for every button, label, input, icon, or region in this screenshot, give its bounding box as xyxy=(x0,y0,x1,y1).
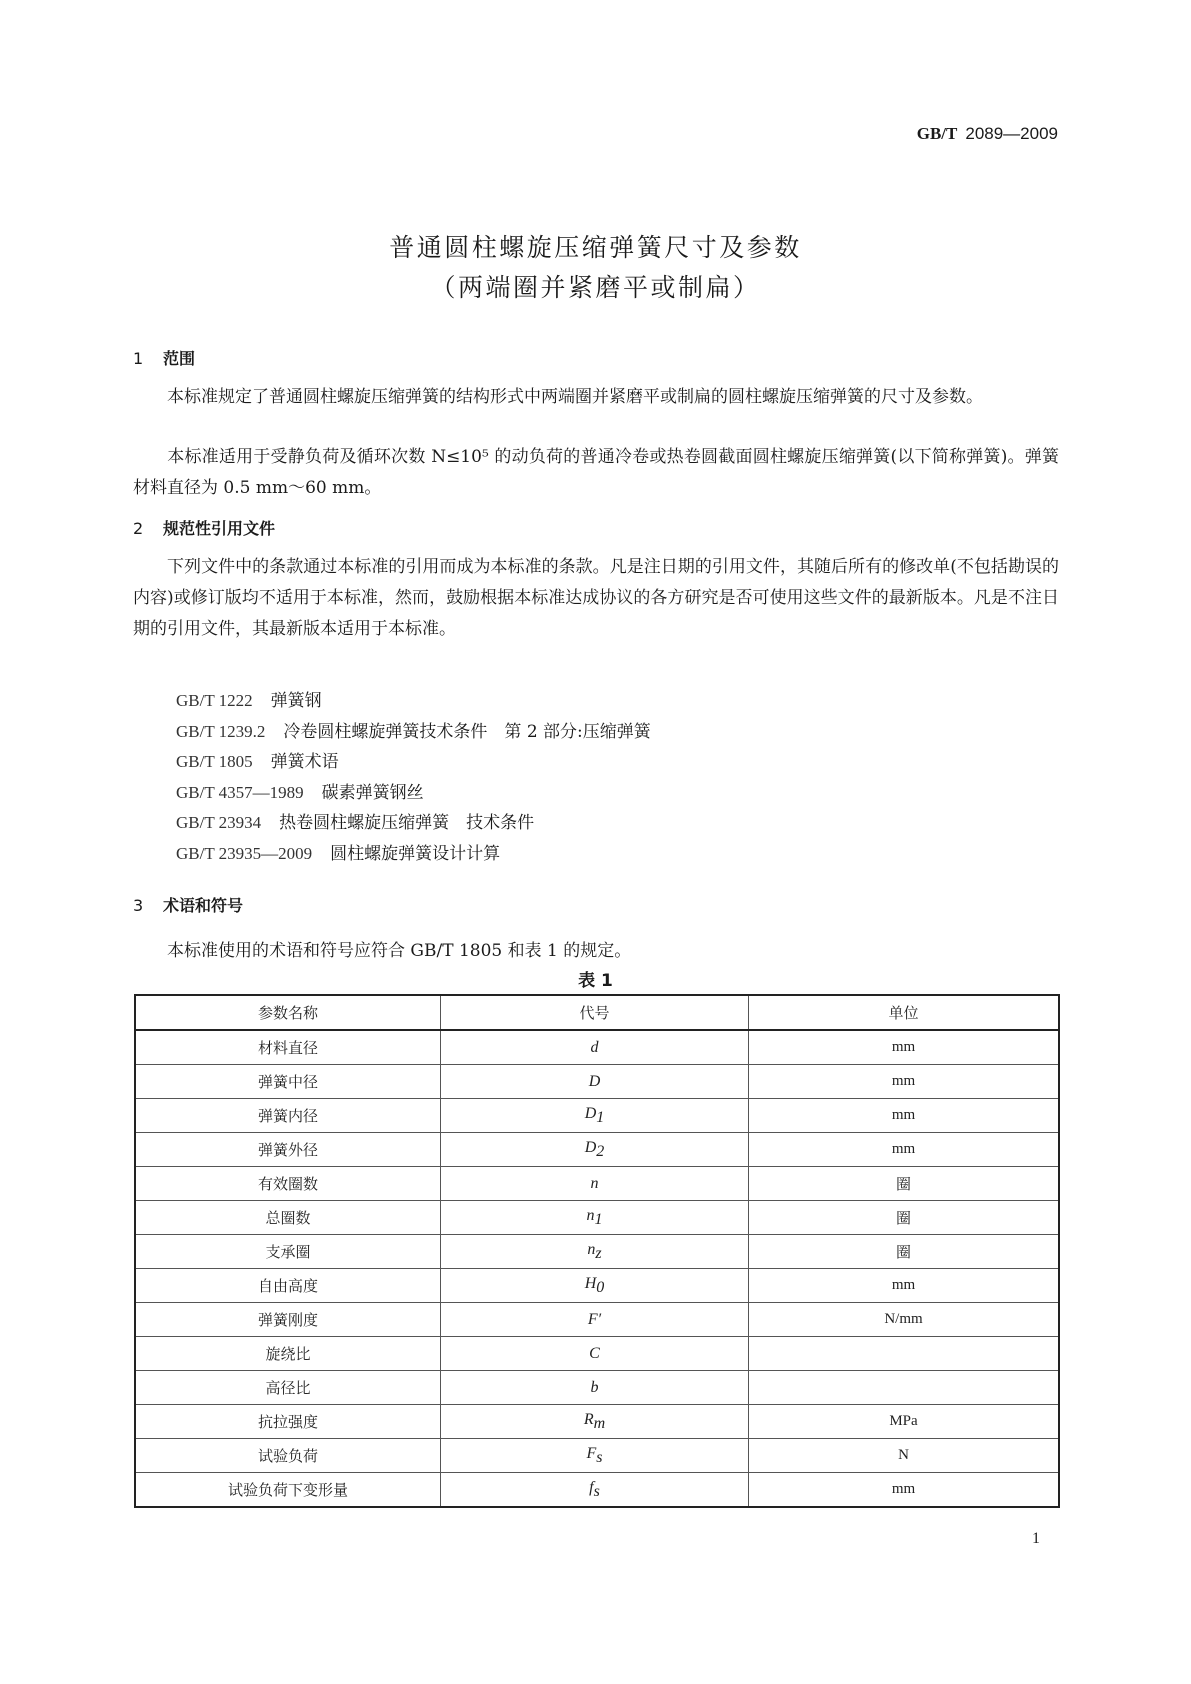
section-1-heading xyxy=(133,346,195,369)
normative-references-list xyxy=(176,686,651,869)
parameter-unit xyxy=(749,1371,1060,1405)
parameter-unit: mm xyxy=(749,1030,1060,1065)
parameter-symbol xyxy=(441,1405,749,1439)
parameter-name: 弹簧内径 xyxy=(135,1099,441,1133)
reference-code: GB/T 23935—2009 xyxy=(176,843,313,863)
section-2-paragraph-1: 下列文件中的条款通过本标准的引用而成为本标准的条款。凡是注日期的引用文件，其随后所有的修改单(不包括勘误的内容)或修订版均不适用于本标准，然而，鼓励根据本标准达成协议的各方研究是否可使用这些文件的最新版本。凡是不注日期的引用文件，其最新版本适用于本标准。 xyxy=(133,557,1059,639)
column-header-unit: 单位 xyxy=(749,995,1060,1030)
parameter-unit: N/mm xyxy=(749,1303,1060,1337)
section-number: 2 xyxy=(133,519,144,538)
symbol-base: n xyxy=(586,1207,595,1224)
parameter-symbol xyxy=(441,1133,749,1167)
symbol-subscript: 2 xyxy=(596,1143,605,1160)
symbols-table xyxy=(134,994,1060,1508)
table-row xyxy=(135,1303,1059,1337)
section-number: 3 xyxy=(133,896,144,915)
parameter-name: 试验负荷 xyxy=(135,1439,441,1473)
table-row xyxy=(135,1030,1059,1065)
symbol-base: n xyxy=(590,1175,599,1192)
section-3-heading xyxy=(133,893,243,916)
symbol-base: D xyxy=(584,1139,597,1156)
parameter-symbol xyxy=(441,1439,749,1473)
parameter-name: 自由高度 xyxy=(135,1269,441,1303)
table-caption: 表 1 xyxy=(578,971,613,991)
table-row xyxy=(135,1337,1059,1371)
table-header-row xyxy=(135,995,1059,1030)
parameter-name: 支承圈 xyxy=(135,1235,441,1269)
parameter-unit: mm xyxy=(749,1133,1060,1167)
table-row xyxy=(135,1133,1059,1167)
section-1-paragraph-1: 本标准规定了普通圆柱螺旋压缩弹簧的结构形式中两端圈并紧磨平或制扁的圆柱螺旋压缩弹簧的尺寸及参数。 xyxy=(167,387,983,407)
parameter-symbol xyxy=(441,1337,749,1371)
reference-item xyxy=(176,747,651,778)
symbol-base: n xyxy=(587,1241,596,1258)
parameter-unit: mm xyxy=(749,1065,1060,1099)
symbol-base: F′ xyxy=(587,1311,602,1328)
parameter-unit: 圈 xyxy=(749,1235,1060,1269)
parameter-unit: mm xyxy=(749,1473,1060,1508)
parameter-symbol xyxy=(441,1269,749,1303)
section-title: 规范性引用文件 xyxy=(163,519,276,538)
title-line-2: （两端圈并紧磨平或制扁） xyxy=(430,273,761,302)
table-row xyxy=(135,1201,1059,1235)
parameter-symbol xyxy=(441,1371,749,1405)
reference-title: 弹簧术语 xyxy=(270,752,339,772)
parameter-name: 材料直径 xyxy=(135,1030,441,1065)
reference-item xyxy=(176,686,651,717)
section-1-paragraph-2: 本标准适用于受静负荷及循环次数 N≤10⁵ 的动负荷的普通冷卷或热卷圆截面圆柱螺旋压缩弹簧(以下简称弹簧)。弹簧材料直径为 0.5 mm～60 mm。 xyxy=(133,447,1059,498)
table-row xyxy=(135,1405,1059,1439)
symbol-base: D xyxy=(588,1073,601,1090)
parameter-unit: 圈 xyxy=(749,1167,1060,1201)
symbol-base: f xyxy=(589,1479,594,1496)
parameter-symbol xyxy=(441,1303,749,1337)
symbol-base: b xyxy=(590,1379,599,1396)
parameter-unit: mm xyxy=(749,1269,1060,1303)
symbol-subscript: s xyxy=(593,1483,600,1500)
parameter-name: 试验负荷下变形量 xyxy=(135,1473,441,1508)
parameter-unit: MPa xyxy=(749,1405,1060,1439)
table-row xyxy=(135,1371,1059,1405)
parameter-name: 高径比 xyxy=(135,1371,441,1405)
symbol-subscript: 0 xyxy=(596,1279,605,1296)
table-row xyxy=(135,1235,1059,1269)
document-title xyxy=(0,228,1191,308)
column-header-name: 参数名称 xyxy=(135,995,441,1030)
standard-number: 2089—2009 xyxy=(965,124,1058,143)
standard-prefix: GB/T xyxy=(916,124,958,143)
parameter-symbol xyxy=(441,1473,749,1508)
section-title: 范围 xyxy=(163,349,196,368)
table-row xyxy=(135,1439,1059,1473)
parameter-unit: N xyxy=(749,1439,1060,1473)
table-row xyxy=(135,1269,1059,1303)
parameter-symbol xyxy=(441,1065,749,1099)
section-title: 术语和符号 xyxy=(163,896,244,915)
reference-item xyxy=(176,839,651,870)
parameter-unit xyxy=(749,1337,1060,1371)
parameter-symbol xyxy=(441,1030,749,1065)
reference-title: 碳素弹簧钢丝 xyxy=(321,782,424,803)
symbol-subscript: 1 xyxy=(596,1109,605,1126)
column-header-symbol: 代号 xyxy=(441,995,749,1030)
parameter-symbol xyxy=(441,1099,749,1133)
section-number: 1 xyxy=(133,349,144,368)
parameter-name: 抗拉强度 xyxy=(135,1405,441,1439)
parameter-unit: 圈 xyxy=(749,1201,1060,1235)
table-row xyxy=(135,1065,1059,1099)
parameter-name: 弹簧中径 xyxy=(135,1065,441,1099)
parameter-name: 总圈数 xyxy=(135,1201,441,1235)
parameter-symbol xyxy=(441,1201,749,1235)
reference-item xyxy=(176,778,651,809)
reference-code: GB/T 1239.2 xyxy=(176,721,266,741)
parameter-symbol xyxy=(441,1167,749,1201)
symbol-subscript: m xyxy=(593,1415,606,1432)
reference-title: 热卷圆柱螺旋压缩弹簧 技术条件 xyxy=(279,813,535,833)
section-3-paragraph-1: 本标准使用的术语和符号应符合 GB/T 1805 和表 1 的规定。 xyxy=(167,941,632,961)
reference-code: GB/T 4357—1989 xyxy=(176,782,304,802)
parameter-name: 有效圈数 xyxy=(135,1167,441,1201)
symbol-base: R xyxy=(583,1411,594,1428)
reference-code: GB/T 1805 xyxy=(176,752,253,771)
parameter-name: 弹簧外径 xyxy=(135,1133,441,1167)
symbol-subscript: z xyxy=(595,1245,602,1262)
standard-code xyxy=(917,124,1058,144)
parameter-symbol xyxy=(441,1235,749,1269)
symbol-base: C xyxy=(589,1345,600,1362)
parameter-unit: mm xyxy=(749,1099,1060,1133)
reference-title: 弹簧钢 xyxy=(270,691,322,711)
symbol-base: D xyxy=(584,1105,597,1122)
parameter-name: 旋绕比 xyxy=(135,1337,441,1371)
title-line-1: 普通圆柱螺旋压缩弹簧尺寸及参数 xyxy=(389,233,802,262)
symbol-base: d xyxy=(590,1039,599,1056)
reference-code: GB/T 1222 xyxy=(176,691,253,710)
symbol-base: F xyxy=(586,1445,597,1462)
page-number: 1 xyxy=(1032,1530,1040,1547)
symbol-base: H xyxy=(584,1275,597,1292)
reference-item xyxy=(176,808,651,839)
reference-code: GB/T 23934 xyxy=(176,813,262,832)
parameter-name: 弹簧刚度 xyxy=(135,1303,441,1337)
symbol-subscript: 1 xyxy=(594,1211,603,1228)
symbol-subscript: s xyxy=(596,1449,603,1466)
table-row xyxy=(135,1167,1059,1201)
reference-title: 圆柱螺旋弹簧设计计算 xyxy=(330,843,501,864)
table-row xyxy=(135,1473,1059,1508)
reference-title: 冷卷圆柱螺旋弹簧技术条件 第 2 部分:压缩弹簧 xyxy=(283,721,651,742)
reference-item xyxy=(176,717,651,748)
table-row xyxy=(135,1099,1059,1133)
section-2-heading xyxy=(133,516,275,539)
